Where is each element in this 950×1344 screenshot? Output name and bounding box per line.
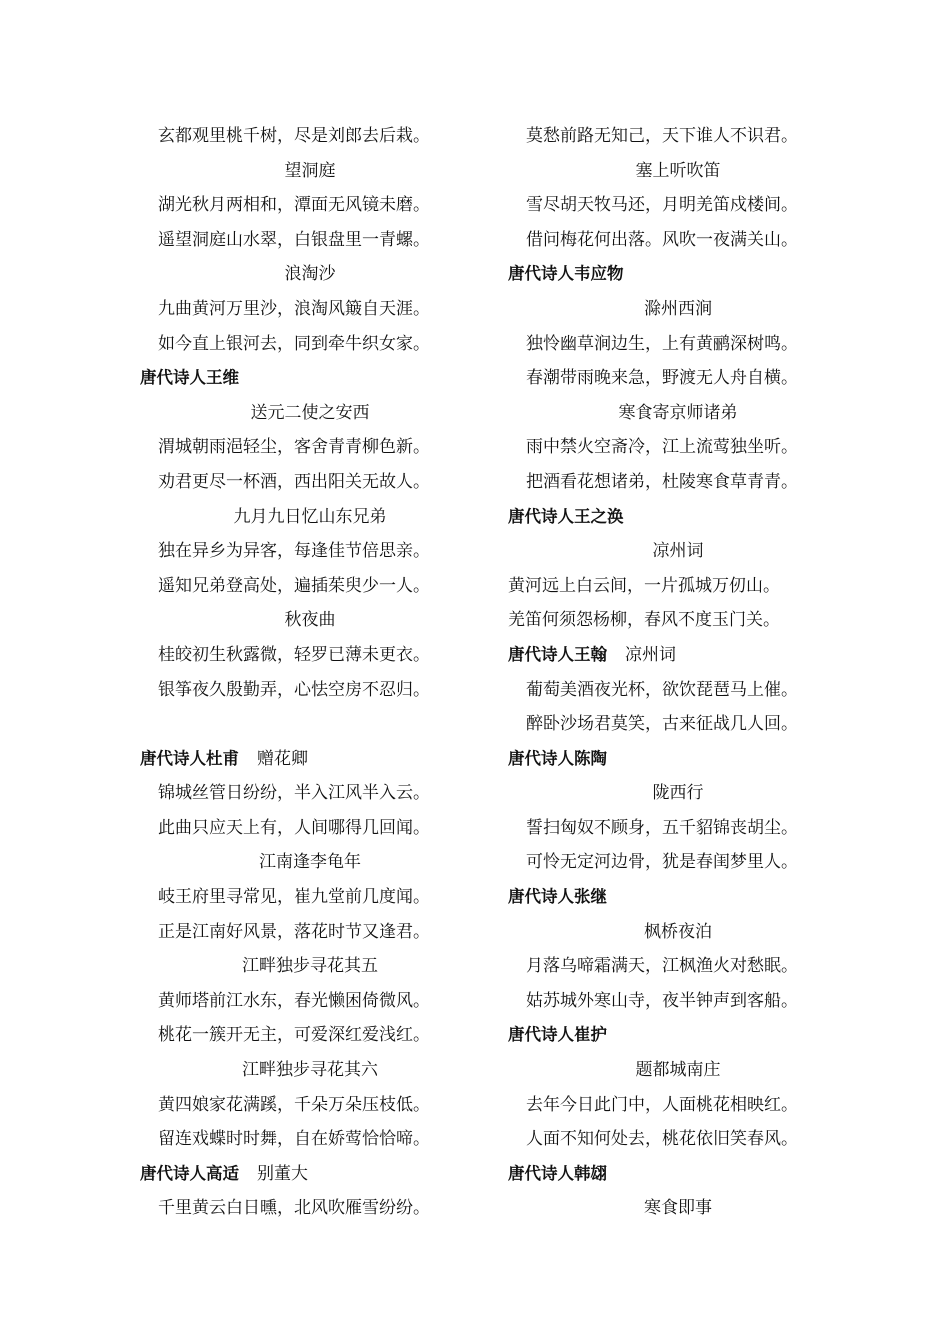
verse-line: 姑苏城外寒山寺，夜半钟声到客船。 bbox=[526, 990, 798, 1011]
poem-title: 寒食寄京师诸弟 bbox=[618, 402, 738, 423]
verse-line: 正是江南好风景，落花时节又逢君。 bbox=[158, 921, 430, 942]
verse-line: 如今直上银河去，同到牵牛织女家。 bbox=[158, 333, 430, 354]
poem-title: 望洞庭 bbox=[284, 160, 336, 181]
verse-line: 春潮带雨晚来急，野渡无人舟自横。 bbox=[526, 368, 798, 389]
right-column bbox=[508, 119, 848, 1226]
poem-title: 九月九日忆山东兄弟 bbox=[233, 506, 387, 527]
poet-heading bbox=[508, 257, 848, 292]
verse-line: 黄师塔前江水东，春光懒困倚微风。 bbox=[158, 990, 430, 1011]
poet-heading bbox=[508, 742, 848, 777]
verse-line: 黄河远上白云间，一片孤城万仞山。 bbox=[508, 575, 780, 596]
verse-line: 黄四娘家花满蹊，千朵万朵压枝低。 bbox=[158, 1094, 430, 1115]
verse-line: 湖光秋月两相和，潭面无风镜未磨。 bbox=[158, 195, 430, 216]
poet-heading bbox=[508, 1018, 848, 1053]
verse-line: 人面不知何处去，桃花依旧笑春风。 bbox=[526, 1129, 798, 1150]
poem-title: 枫桥夜泊 bbox=[644, 921, 712, 942]
poem-title-inline: 凉州词 bbox=[625, 644, 676, 665]
poem-title: 寒食即事 bbox=[644, 1198, 712, 1219]
poem-title: 凉州词 bbox=[652, 541, 704, 562]
verse-line: 可怜无定河边骨，犹是春闺梦里人。 bbox=[526, 852, 798, 873]
poet-name: 唐代诗人韩翃 bbox=[508, 1163, 607, 1183]
verse-line: 银筝夜久殷勤弄，心怯空房不忍归。 bbox=[158, 679, 430, 700]
verse-line: 月落乌啼霜满天，江枫渔火对愁眠。 bbox=[526, 956, 798, 977]
poem-title: 江畔独步寻花其五 bbox=[242, 956, 378, 977]
poem-title-inline: 赠花卿 bbox=[257, 748, 308, 769]
verse-line: 留连戏蝶时时舞，自在娇莺恰恰啼。 bbox=[158, 1129, 430, 1150]
verse-line: 桂皎初生秋露微，轻罗已薄未更衣。 bbox=[158, 644, 430, 665]
verse-line: 独怜幽草涧边生，上有黄鹂深树鸣。 bbox=[526, 333, 798, 354]
poet-name: 唐代诗人高适 bbox=[140, 1163, 239, 1183]
verse-line: 葡萄美酒夜光杯，欲饮琵琶马上催。 bbox=[526, 679, 798, 700]
poet-heading bbox=[508, 1157, 848, 1192]
verse-line: 劝君更尽一杯酒，西出阳关无故人。 bbox=[158, 471, 430, 492]
poet-name: 唐代诗人崔护 bbox=[508, 1025, 607, 1045]
verse-line: 玄都观里桃千树，尽是刘郎去后栽。 bbox=[158, 126, 430, 146]
verse-line: 锦城丝管日纷纷，半入江风半入云。 bbox=[158, 783, 430, 804]
poem-title-inline: 别董大 bbox=[257, 1163, 308, 1184]
poem-title: 江畔独步寻花其六 bbox=[242, 1060, 378, 1081]
poet-heading bbox=[140, 742, 480, 777]
verse-line: 渭城朝雨浥轻尘，客舍青青柳色新。 bbox=[158, 437, 430, 458]
poem-title: 题都城南庄 bbox=[635, 1060, 721, 1081]
poem-title: 浪淘沙 bbox=[284, 264, 336, 285]
poem-title: 陇西行 bbox=[652, 783, 704, 804]
verse-line: 九曲黄河万里沙，浪淘风簸自天涯。 bbox=[158, 298, 430, 319]
verse-line: 桃花一簇开无主，可爱深红爱浅红。 bbox=[158, 1025, 430, 1046]
blank-line bbox=[140, 707, 480, 742]
verse-line: 遥知兄弟登高处，遍插茱臾少一人。 bbox=[158, 575, 430, 596]
verse-line: 借问梅花何出落。风吹一夜满关山。 bbox=[526, 229, 798, 250]
verse-line: 千里黄云白日曛，北风吹雁雪纷纷。 bbox=[158, 1198, 430, 1219]
poet-name: 唐代诗人张继 bbox=[508, 887, 607, 907]
verse-line: 遥望洞庭山水翠，白银盘里一青螺。 bbox=[158, 229, 430, 250]
poet-heading bbox=[140, 361, 480, 396]
poet-name: 唐代诗人王维 bbox=[140, 368, 239, 388]
verse-line: 雨中禁火空斋冷，江上流莺独坐听。 bbox=[526, 437, 798, 458]
poet-name: 唐代诗人王翰 bbox=[508, 644, 607, 664]
left-column bbox=[140, 119, 480, 1226]
poet-heading bbox=[508, 880, 848, 915]
poet-heading bbox=[508, 500, 848, 535]
poem-title: 江南逢李龟年 bbox=[259, 852, 361, 873]
poet-name: 唐代诗人韦应物 bbox=[508, 264, 624, 284]
verse-line: 羌笛何须怨杨柳，春风不度玉门关。 bbox=[508, 610, 780, 631]
poet-name: 唐代诗人杜甫 bbox=[140, 748, 239, 768]
verse-line: 醉卧沙场君莫笑，古来征战几人回。 bbox=[526, 714, 798, 735]
poet-name: 唐代诗人陈陶 bbox=[508, 748, 607, 768]
verse-line: 莫愁前路无知己，天下谁人不识君。 bbox=[526, 126, 798, 146]
verse-line: 岐王府里寻常见，崔九堂前几度闻。 bbox=[158, 887, 430, 908]
poem-title: 送元二使之安西 bbox=[250, 402, 370, 423]
poem-title: 塞上听吹笛 bbox=[635, 160, 721, 181]
poem-title: 滁州西涧 bbox=[644, 298, 712, 319]
verse-line: 雪尽胡天牧马还，月明羌笛戍楼间。 bbox=[526, 195, 798, 216]
poet-heading bbox=[140, 1157, 480, 1192]
verse-line: 去年今日此门中，人面桃花相映红。 bbox=[526, 1094, 798, 1115]
verse-line: 把酒看花想诸弟，杜陵寒食草青青。 bbox=[526, 471, 798, 492]
verse-line: 誓扫匈奴不顾身，五千貂锦丧胡尘。 bbox=[526, 817, 798, 838]
poem-title: 秋夜曲 bbox=[284, 610, 336, 631]
verse-line: 独在异乡为异客，每逢佳节倍思亲。 bbox=[158, 541, 430, 562]
poet-name: 唐代诗人王之涣 bbox=[508, 506, 624, 526]
verse-line: 此曲只应天上有，人间哪得几回闻。 bbox=[158, 817, 430, 838]
poet-heading bbox=[508, 638, 848, 673]
